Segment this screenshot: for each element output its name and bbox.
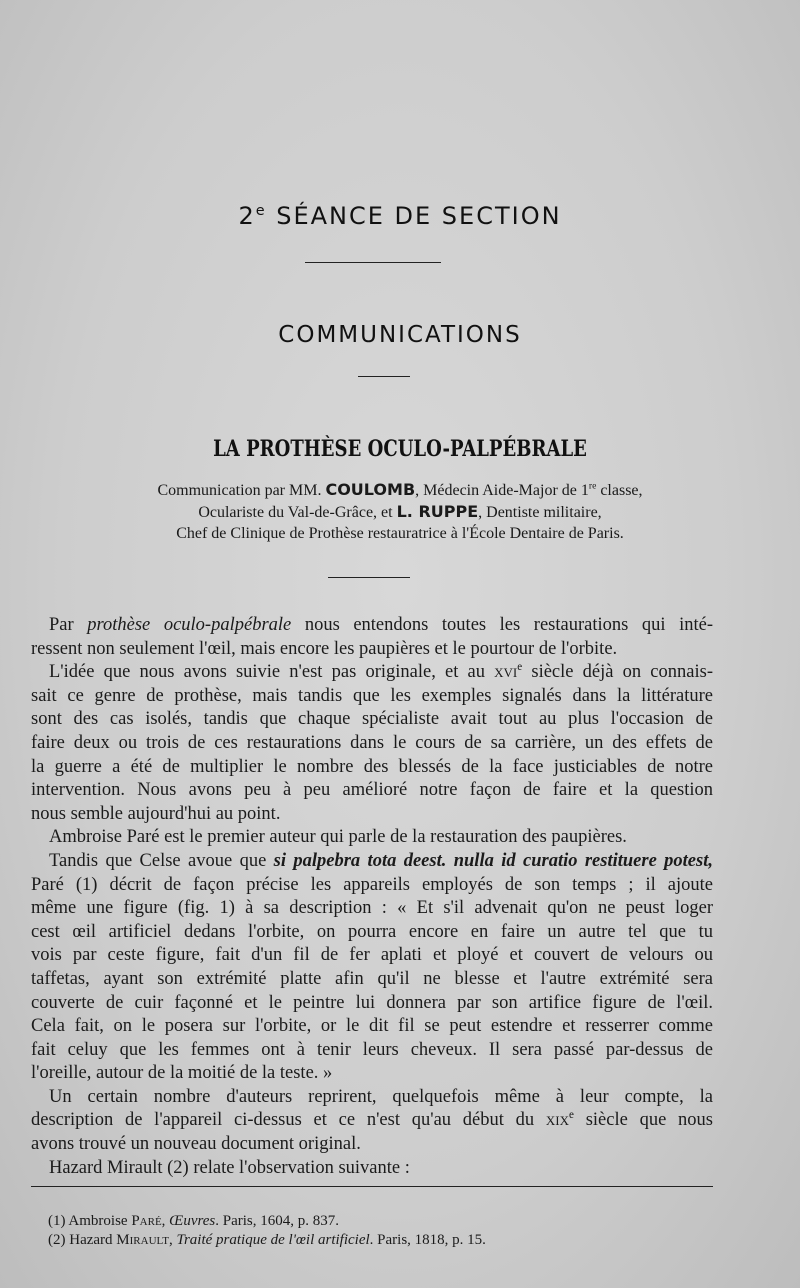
text-line: Cela fait, on le posera sur l'orbite, or le dit fil se peut estendre et resserrer comme [31, 1016, 713, 1037]
text-line: ressent non seulement l'œil, mais encore les paupières et le pourtour de l'orbite. [31, 638, 618, 659]
text-line: Ambroise Paré est le premier auteur qui parle de la restauration des paupières. [49, 827, 627, 848]
communications-heading: COMMUNICATIONS [278, 322, 522, 348]
text-line: L'idée que nous avons suivie n'est pas originale, et au xvi$^e$ siècle déjà on connais- [49, 661, 713, 683]
text-line: fait celuy que les femmes ont à tenir leurs cheveux. Il sera passé par-dessus de [31, 1039, 713, 1060]
text-line: sont des cas isolés, tandis que chaque spécialiste avait tout au plus l'occasion de [31, 709, 713, 730]
text-line: Hazard Mirault (2) relate l'observation suivante : [49, 1157, 410, 1178]
article-title: LA PROTHÈSE OCULO-PALPÉBRALE [213, 436, 587, 462]
footnote-divider [31, 1186, 713, 1187]
text-line: taffetas, ayant son extrémité platte afin qu'il ne blesse et l'autre extrémité sera [31, 968, 713, 989]
text-line: même une figure (fig. 1) à sa description : « Et s'il advenait qu'on ne peust loger [31, 898, 713, 919]
text-line: la guerre a été de multiplier le nombre des blessés de la face justiciables de notre [31, 756, 713, 777]
text-line: Tandis que Celse avoue que si palpebra tota deest. nulla id curatio restituere potest, [49, 850, 713, 871]
divider-2 [358, 376, 410, 377]
text-line: couverte de cuir façonné et le peintre lui donnera par son artifice figure de l'œil. [31, 992, 713, 1013]
text-line: Un certain nombre d'auteurs reprirent, quelquefois même à leur compte, la [49, 1086, 713, 1107]
footnotes [48, 1212, 708, 1250]
text-line: l'oreille, autour de la moitié de la teste. » [31, 1063, 333, 1084]
section-heading: 2e SÉANCE DE SECTION [238, 202, 562, 230]
text-line: description de l'appareil ci-dessus et ce n'est qu'au début du xix$^e$ siècle que nous [31, 1109, 713, 1131]
author-line-1: Communication par MM. COULOMB, Médecin Aide-Major de 1re classe, [157, 480, 643, 499]
text-line: Par prothèse oculo-palpébrale nous entendons toutes les restaurations qui inté- [49, 615, 713, 635]
author-ruppe: L. RUPPE [396, 502, 479, 521]
divider-3 [328, 577, 410, 578]
text-line: Paré (1) décrit de façon précise les appareils employés de son temps ; il ajoute [31, 874, 713, 895]
author-line-3: Chef de Clinique de Prothèse restauratrice à l'École Dentaire de Paris. [176, 525, 624, 542]
text-line: vois par ceste figure, fait d'un fil de fer aplati et ployé et couvert de velours ou [31, 945, 713, 966]
text-line: faire deux ou trois de ces restaurations dans le cours de sa carrière, un des effets de [31, 732, 713, 753]
divider-1 [305, 262, 441, 263]
author-coulomb: COULOMB [325, 480, 416, 499]
text-line: cest œil artificiel dedans l'orbite, on pourra encore en faire un autre tel que tu [31, 921, 713, 942]
text-line: sait ce genre de prothèse, mais tandis que les exemples signalés dans la littérature [31, 685, 713, 706]
footnote-2: (2) Hazard Mirault, Traité pratique de l'œil artificiel. Paris, 1818, p. 15. [48, 1232, 486, 1248]
footnote-1: (1) Ambroise Paré, Œuvres. Paris, 1604, p. 837. [48, 1213, 340, 1229]
author-line-2: Oculariste du Val-de-Grâce, et L. RUPPE, Dentiste militaire, [198, 502, 602, 521]
text-line: intervention. Nous avons peu à peu amélioré notre façon de faire et la question [31, 780, 713, 801]
text-line: avons trouvé un nouveau document original. [31, 1134, 361, 1155]
text-line: nous semble aujourd'hui au point. [31, 803, 281, 824]
article-body [31, 614, 713, 1180]
